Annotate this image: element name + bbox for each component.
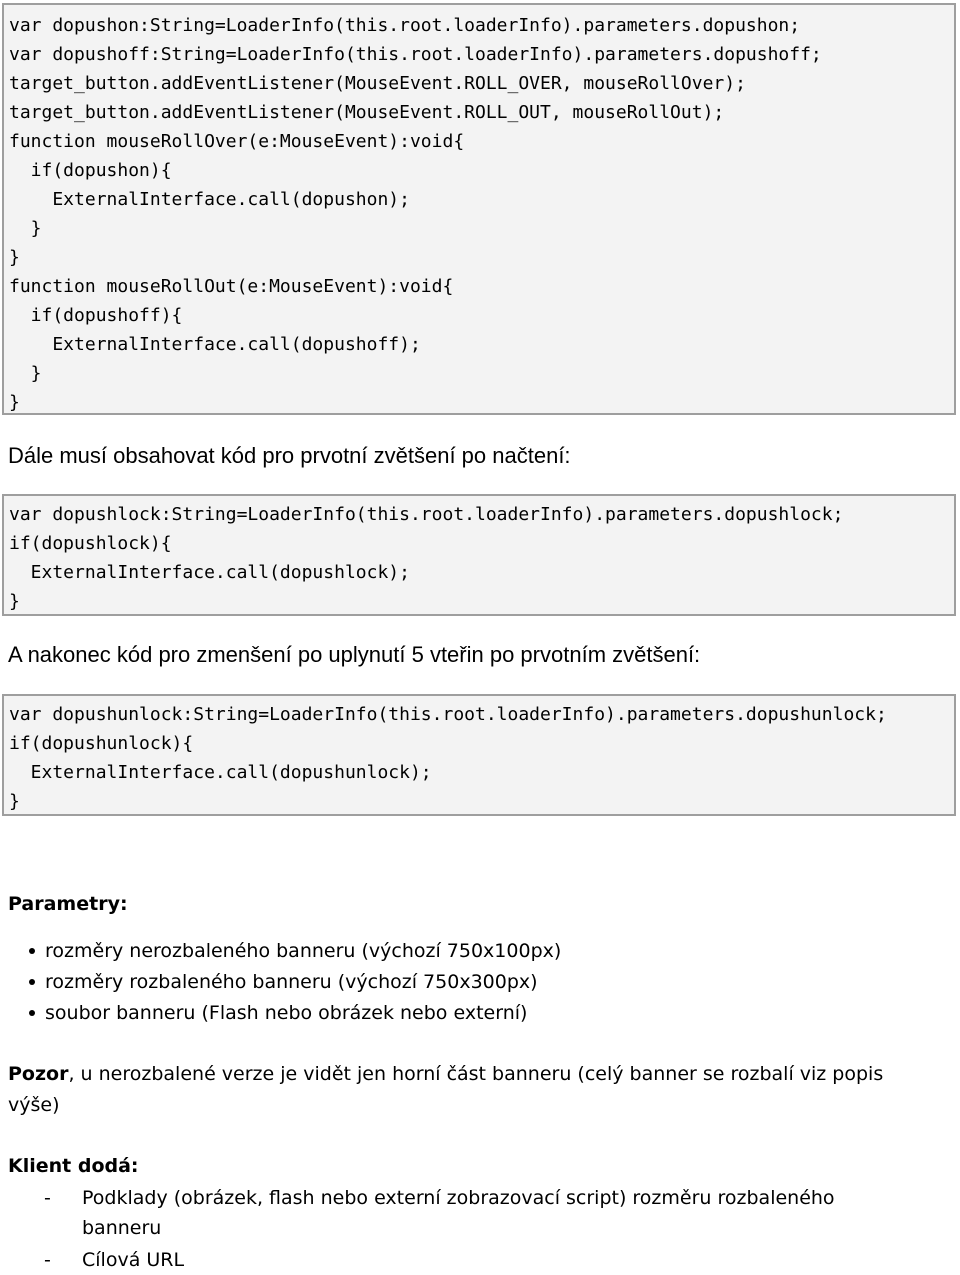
code-line: target_button.addEventListener(MouseEvent.ROLL_OVER, mouseRollOver); bbox=[9, 73, 746, 94]
dash-marker: - bbox=[44, 1249, 51, 1271]
parameter-item: soubor banneru (Flash nebo obrázek nebo externí) bbox=[45, 1002, 528, 1024]
code-line: ExternalInterface.call(dopushoff); bbox=[9, 334, 421, 355]
code-line: var dopushon:String=LoaderInfo(this.root.loaderInfo).parameters.dopushon; bbox=[9, 15, 801, 36]
paragraph-shrink-after-5s: A nakonec kód pro zmenšení po uplynutí 5 vteřin po prvotním zvětšení: bbox=[8, 642, 701, 667]
code-line: ExternalInterface.call(dopushunlock); bbox=[9, 762, 432, 783]
code-line: } bbox=[9, 247, 20, 268]
code-line: } bbox=[9, 218, 42, 239]
code-line: ExternalInterface.call(dopushon); bbox=[9, 189, 410, 210]
bullet-icon bbox=[29, 948, 35, 954]
paragraph-initial-expand: Dále musí obsahovat kód pro prvotní zvětšení po načtení: bbox=[8, 443, 571, 468]
code-line: ExternalInterface.call(dopushlock); bbox=[9, 562, 410, 583]
code-line: } bbox=[9, 591, 20, 612]
warning-text: , u nerozbalené verze je vidět jen horní část banneru (celý banner se rozbalí viz popis bbox=[68, 1063, 884, 1085]
code-line: if(dopushunlock){ bbox=[9, 733, 194, 754]
code-block-3 bbox=[2, 694, 956, 816]
code-line: target_button.addEventListener(MouseEvent.ROLL_OUT, mouseRollOut); bbox=[9, 102, 725, 123]
code-line: function mouseRollOut(e:MouseEvent):void{ bbox=[9, 276, 454, 297]
code-line: } bbox=[9, 791, 20, 812]
warning-paragraph bbox=[8, 1059, 883, 1089]
code-line: function mouseRollOver(e:MouseEvent):void{ bbox=[9, 131, 465, 152]
dash-marker: - bbox=[44, 1187, 51, 1209]
parameter-item: rozměry rozbaleného banneru (výchozí 750x300px) bbox=[45, 971, 538, 993]
code-line: if(dopushlock){ bbox=[9, 533, 172, 554]
parameters-heading: Parametry: bbox=[8, 893, 128, 915]
client-item: Cílová URL bbox=[82, 1249, 185, 1271]
bullet-icon bbox=[29, 1010, 35, 1016]
client-heading: Klient dodá: bbox=[8, 1155, 139, 1177]
client-item: Podklady (obrázek, flash nebo externí zobrazovací script) rozměru rozbaleného bbox=[82, 1187, 835, 1209]
code-block-2 bbox=[2, 494, 956, 616]
code-line: } bbox=[9, 363, 42, 384]
warning-text-continued: výše) bbox=[8, 1094, 60, 1116]
bullet-icon bbox=[29, 979, 35, 985]
parameter-item: rozměry nerozbaleného banneru (výchozí 750x100px) bbox=[45, 940, 562, 962]
code-line: if(dopushoff){ bbox=[9, 305, 183, 326]
code-line: var dopushoff:String=LoaderInfo(this.root.loaderInfo).parameters.dopushoff; bbox=[9, 44, 822, 65]
client-item-continued: banneru bbox=[82, 1217, 162, 1239]
code-line: var dopushunlock:String=LoaderInfo(this.root.loaderInfo).parameters.dopushunlock; bbox=[9, 704, 887, 725]
code-line: if(dopushon){ bbox=[9, 160, 172, 181]
code-line: var dopushlock:String=LoaderInfo(this.root.loaderInfo).parameters.dopushlock; bbox=[9, 504, 844, 525]
code-line: } bbox=[9, 392, 20, 413]
code-block-1 bbox=[2, 3, 956, 415]
warning-label: Pozor bbox=[8, 1063, 69, 1085]
